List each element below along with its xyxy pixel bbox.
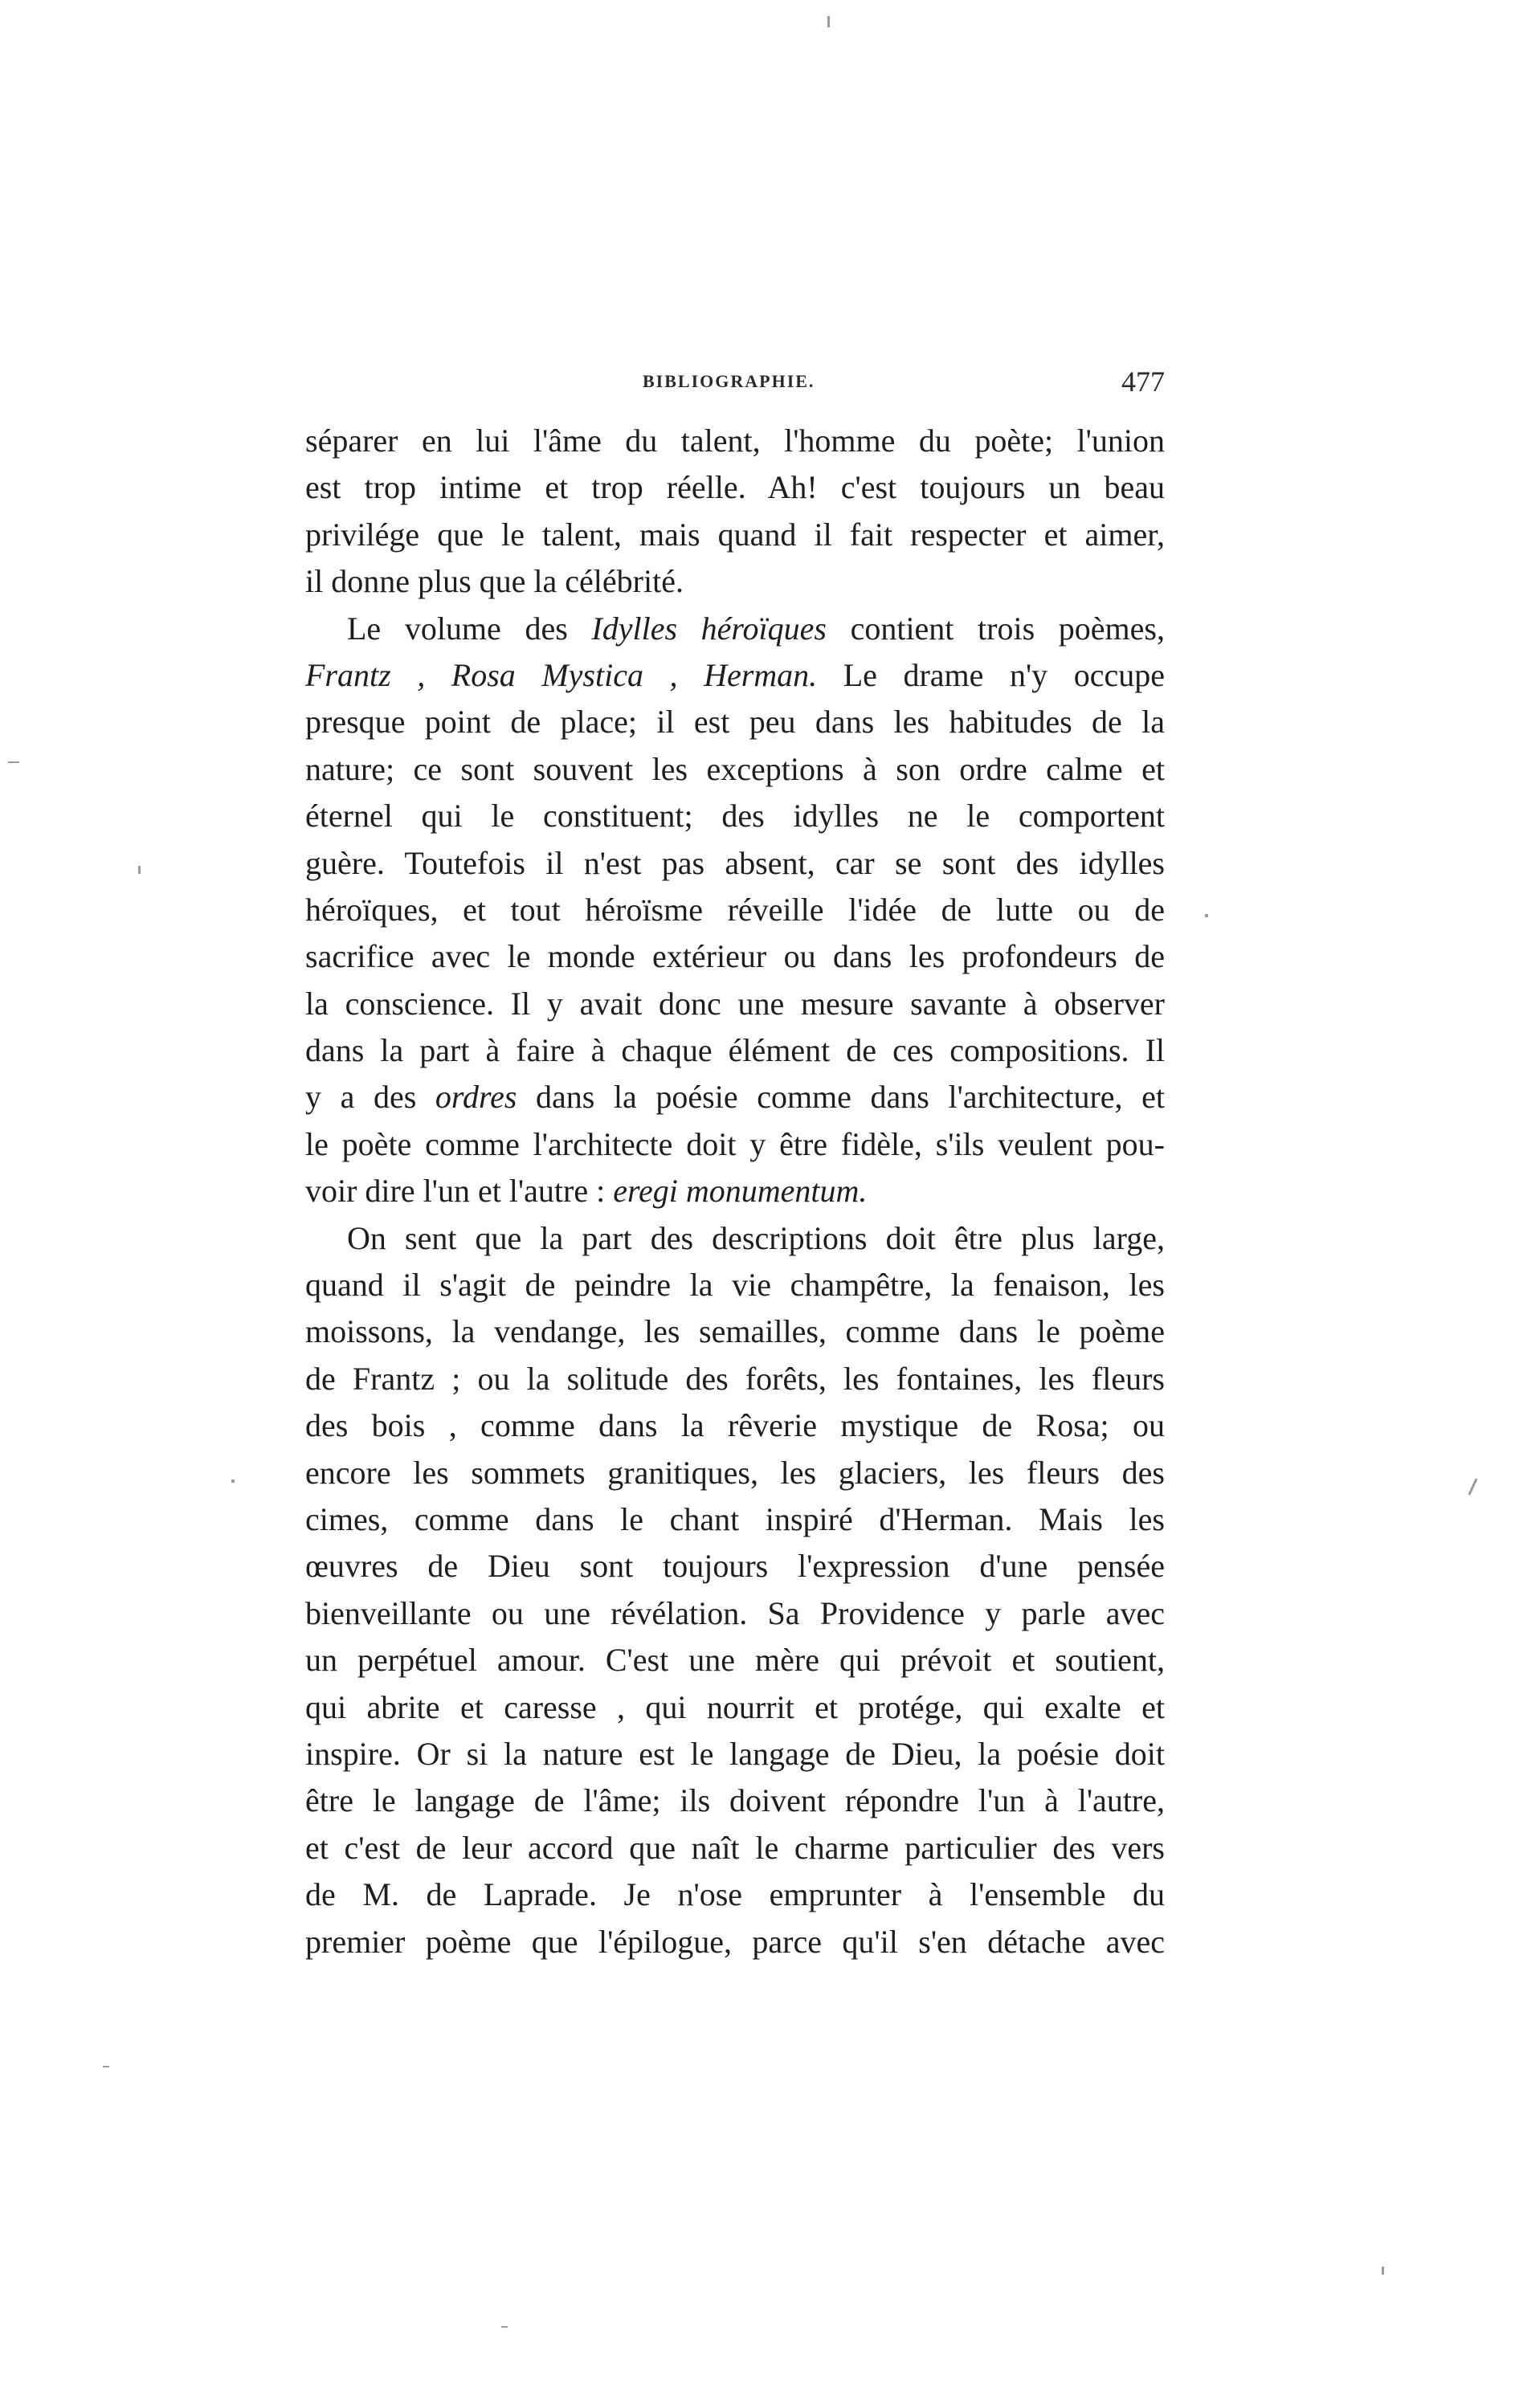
running-title: BIBLIOGRAPHIE. bbox=[643, 371, 815, 391]
text-line: sacrifice avec le monde extérieur ou dans les profondeurs de bbox=[305, 938, 1165, 975]
text-line: presque point de place; il est peu dans les habitudes de la bbox=[305, 704, 1165, 741]
text-line: qui abrite et caresse , qui nourrit et protége, qui exalte et bbox=[305, 1688, 1165, 1725]
text-line: œuvres de Dieu sont toujours l'expression d'une pensée bbox=[305, 1548, 1165, 1585]
text-line: héroïques, et tout héroïsme réveille l'idée de lutte ou de bbox=[305, 891, 1165, 928]
italic-titles: Frantz , Rosa Mystica , Herman. bbox=[305, 656, 818, 693]
page-number: 477 bbox=[1121, 365, 1165, 398]
scan-speck bbox=[1382, 2267, 1384, 2275]
text-line: nature; ce sont souvent les exceptions à son ordre calme et bbox=[305, 750, 1165, 787]
text-line: de M. de Laprade. Je n'ose emprunter à l'ensemble du bbox=[305, 1876, 1165, 1913]
body-text bbox=[305, 418, 1165, 1965]
text-line: premier poème que l'épilogue, parce qu'il s'en détache avec bbox=[305, 1923, 1165, 1960]
text-line: guère. Toutefois il n'est pas absent, car se sont des idylles bbox=[305, 844, 1165, 881]
text-line: éternel qui le constituent; des idylles ne le comportent bbox=[305, 798, 1165, 835]
running-head bbox=[0, 365, 1165, 403]
scan-speck bbox=[138, 866, 141, 874]
text-line: et c'est de leur accord que naît le charme particulier des vers bbox=[305, 1829, 1165, 1866]
text-line: être le langage de l'âme; ils doivent répondre l'un à l'autre, bbox=[305, 1782, 1165, 1819]
text-line: le poète comme l'architecte doit y être fidèle, s'ils veulent pou- bbox=[305, 1125, 1165, 1162]
text-line: séparer en lui l'âme du talent, l'homme du poète; l'union bbox=[305, 422, 1165, 459]
text-line: un perpétuel amour. C'est une mère qui prévoit et soutient, bbox=[305, 1642, 1165, 1679]
text-line: quand il s'agit de peindre la vie champêtre, la fenaison, les bbox=[305, 1267, 1165, 1304]
text-line: est trop intime et trop réelle. Ah! c'est toujours un beau bbox=[305, 469, 1165, 506]
text-line: dans la part à faire à chaque élément de ces compositions. Il bbox=[305, 1032, 1165, 1069]
scan-speck bbox=[231, 1479, 235, 1483]
text-line: Le volume des Idylles héroïques contient trois poèmes, bbox=[347, 610, 1165, 647]
text-line: y a des ordres dans la poésie comme dans l'architecture, et bbox=[305, 1079, 1166, 1116]
italic-title: Idylles héroïques bbox=[591, 610, 827, 647]
text-line: des bois , comme dans la rêverie mystique de Rosa; ou bbox=[305, 1407, 1165, 1444]
text-line: il donne plus que la célébrité. bbox=[305, 563, 684, 600]
italic-quote: eregi monumentum. bbox=[613, 1173, 868, 1210]
text-line: privilége que le talent, mais quand il fait respecter et aimer, bbox=[305, 516, 1165, 553]
scan-speck bbox=[501, 2326, 508, 2328]
italic-word: ordres bbox=[435, 1079, 517, 1116]
text-line: voir dire l'un et l'autre : eregi monumentum. bbox=[305, 1173, 868, 1210]
text-line: cimes, comme dans le chant inspiré d'Herman. Mais les bbox=[305, 1500, 1165, 1537]
text-line: la conscience. Il y avait donc une mesure savante à observer bbox=[305, 985, 1165, 1022]
text-line: moissons, la vendange, les semailles, comme dans le poème bbox=[305, 1313, 1165, 1350]
scan-speck bbox=[1468, 1478, 1477, 1495]
text-line: Frantz , Rosa Mystica , Herman. Le drame n'y occupe bbox=[305, 656, 1165, 693]
scan-speck bbox=[1205, 914, 1208, 917]
text-line: inspire. Or si la nature est le langage de Dieu, la poésie doit bbox=[305, 1735, 1165, 1772]
text-line: de Frantz ; ou la solitude des forêts, les fontaines, les fleurs bbox=[305, 1360, 1165, 1397]
scan-speck bbox=[8, 761, 19, 763]
scan-speck bbox=[103, 2066, 109, 2067]
scan-speck bbox=[827, 16, 830, 27]
text-line: encore les sommets granitiques, les glaciers, les fleurs des bbox=[305, 1454, 1165, 1491]
text-line: bienveillante ou une révélation. Sa Providence y parle avec bbox=[305, 1594, 1165, 1631]
text-line: On sent que la part des descriptions doit être plus large, bbox=[347, 1219, 1165, 1256]
